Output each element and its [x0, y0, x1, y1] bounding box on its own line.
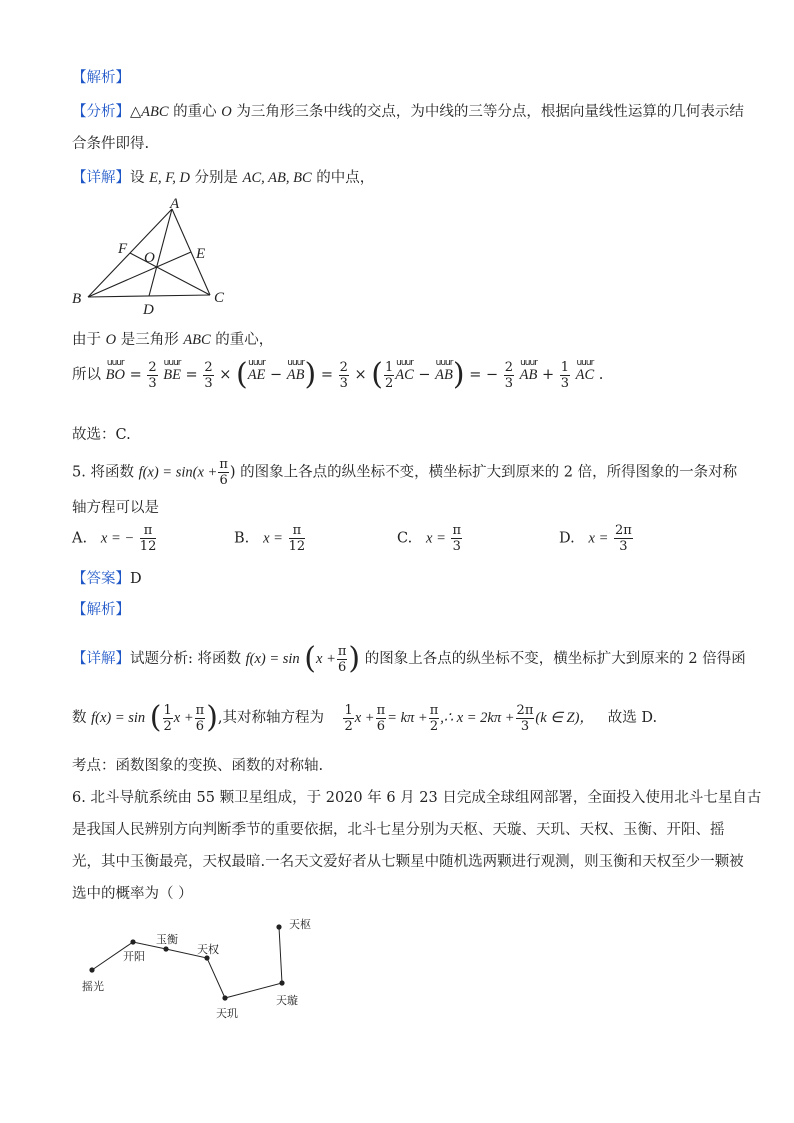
num: π	[219, 457, 228, 472]
vec-ae: uuur AE	[248, 367, 266, 384]
analysis-tag-2: 【解析】	[72, 602, 130, 618]
answer-tag: 【答案】	[72, 571, 130, 587]
analysis-line2: 合条件即得.	[72, 136, 150, 152]
triangle-symbol: △	[130, 104, 142, 120]
frac-1-3	[560, 361, 570, 390]
frac-pi-6	[376, 704, 387, 733]
paren-close: )	[452, 357, 465, 392]
vec-ab: uuur AB	[287, 367, 305, 384]
num: 2π	[516, 702, 534, 718]
option-a[interactable]	[72, 524, 157, 553]
star-yuheng	[163, 946, 168, 951]
num: π	[337, 643, 347, 659]
den: 2	[429, 718, 439, 734]
vec-be: uuur BE	[163, 367, 181, 384]
den: 2	[384, 375, 394, 391]
expr-x-plus: x +	[316, 651, 336, 667]
text: 的重心	[168, 104, 222, 120]
label-yuheng: 玉衡	[156, 934, 178, 946]
text: 为三角形三条中线的交点，为中线的三等分点，根据向量线性运算的几何表示结	[231, 104, 744, 120]
star-kaiyang	[130, 939, 135, 944]
point-o: O	[221, 104, 232, 120]
xiangjie-tag: 【详解】	[72, 170, 130, 186]
triangle-name: ABC	[141, 104, 169, 120]
label-yaoguang: 摇光	[82, 981, 104, 993]
equals: =	[320, 367, 333, 383]
den: 6	[376, 718, 386, 734]
frac-pi-2	[429, 704, 440, 733]
label-tianquan: 天权	[197, 944, 219, 956]
q5-answer	[72, 567, 142, 588]
den: 3	[619, 539, 628, 554]
eq-part: x +	[354, 710, 375, 726]
num: π	[289, 524, 306, 539]
num: 2	[339, 359, 348, 375]
option-frac	[451, 524, 462, 553]
condition: (k ∈ Z)，	[535, 710, 594, 726]
star-tianxuan	[279, 980, 284, 985]
point-o: O	[105, 332, 117, 348]
den: 3	[560, 375, 569, 391]
paren-open: (	[149, 700, 162, 735]
sides: AC, AB, BC	[242, 170, 312, 186]
q6-line4: 选中的概率为（ ）	[72, 886, 193, 902]
frac-2-3	[504, 361, 514, 390]
num: 2	[504, 359, 514, 375]
option-lhs: x = −	[100, 530, 135, 547]
paren-close: )	[348, 641, 361, 676]
frac-pi-6	[195, 704, 206, 733]
vec-ab: uuur AB	[435, 367, 453, 384]
vec-bo: uuur BO	[106, 367, 125, 384]
den: 12	[139, 539, 157, 554]
text: ,其对称轴方程为	[217, 710, 325, 726]
function-expr: f(x) = sin	[245, 651, 300, 667]
equals: =	[129, 367, 142, 383]
star-tianquan	[204, 955, 209, 960]
side-ab	[88, 209, 172, 297]
xiangjie-tag: 【详解】	[72, 651, 130, 667]
num: π	[140, 524, 157, 539]
function-expr: f(x) = sin(x +	[138, 464, 218, 481]
fenxi-tag: 【分析】	[72, 104, 130, 120]
option-lhs: x =	[263, 530, 283, 547]
label-tianxuan: 天璇	[276, 995, 298, 1007]
equals: =	[185, 367, 198, 383]
option-d[interactable]	[559, 524, 634, 553]
label-tianshu: 天枢	[289, 919, 311, 931]
star-tianji	[222, 995, 227, 1000]
num: π	[376, 702, 386, 718]
num: 1	[344, 702, 353, 718]
text: 故选 D.	[607, 710, 658, 726]
paren-open: (	[371, 357, 383, 392]
den: 6	[219, 473, 228, 488]
label-kaiyang: 开阳	[123, 951, 145, 963]
text: 分别是	[189, 170, 243, 186]
q6-line3: 光，其中玉衡最亮，天权最暗.一名天文爱好者从七颗星中随机选两颗进行观测，则玉衡和天权至少一颗被	[72, 854, 744, 870]
label-d: D	[143, 302, 154, 318]
q5-stem-line2: 轴方程可以是	[72, 500, 159, 516]
points-efd: E, F, D	[149, 170, 190, 186]
frac-1-2	[384, 361, 394, 390]
vector-equation	[72, 357, 604, 392]
analysis-tag-1: 【解析】	[72, 70, 130, 86]
num: 2	[204, 359, 213, 375]
den: 3	[339, 375, 348, 391]
den: 12	[288, 539, 306, 554]
frac-pi-6	[218, 458, 229, 487]
den: 2	[344, 718, 353, 734]
num: π	[452, 523, 462, 538]
minus: −	[485, 367, 499, 383]
text: 将函数	[90, 464, 139, 481]
star-yaoguang	[89, 967, 94, 972]
den: 6	[338, 659, 347, 675]
frac-2-3	[147, 361, 157, 390]
text: 由于	[72, 332, 106, 348]
q5-detail-line1	[72, 641, 746, 676]
answer-1: 故选：C.	[72, 427, 131, 443]
den: 3	[204, 375, 213, 391]
triangle-name: ABC	[183, 332, 211, 348]
eq-part: ,∴ x = 2kπ +	[440, 710, 515, 726]
option-lhs: x =	[588, 530, 609, 547]
text: 是三角形	[116, 332, 184, 348]
label-o: O	[144, 250, 155, 266]
eq-part: = kπ +	[387, 710, 428, 726]
vec-ac: uuur AC	[395, 367, 414, 384]
paren-open: (	[235, 357, 248, 392]
equals: =	[469, 367, 482, 383]
times: ×	[354, 367, 367, 383]
den: 3	[452, 539, 461, 554]
text: 的图象上各点的纵坐标不变，横坐标扩大到原来的 2 倍得函	[364, 651, 746, 667]
option-frac	[614, 524, 633, 553]
q6-line1	[72, 786, 761, 807]
star-tianshu	[276, 924, 281, 929]
paren-close: )	[304, 357, 317, 392]
text: 设	[130, 170, 150, 186]
expr-x-plus: x +	[173, 710, 194, 726]
minus: −	[418, 367, 431, 383]
q5-kaodian: 考点：函数图象的变换、函数的对称轴.	[72, 758, 324, 774]
option-label: A.	[72, 530, 88, 547]
paren-open: (	[304, 641, 317, 676]
frac-1-2	[343, 704, 353, 733]
frac-2pi-3	[516, 704, 535, 733]
den: 6	[195, 718, 205, 734]
paren-close: )	[206, 700, 218, 735]
text: 北斗导航系统由 55 颗卫星组成，于 2020 年 6 月 23 日完成全球组网部署，全面投入使用北斗七星自古	[90, 790, 762, 806]
text: 数	[72, 710, 92, 726]
frac-1-2	[163, 704, 173, 733]
den: 3	[520, 718, 530, 734]
text: 的重心，	[210, 332, 274, 348]
vec-ab: uuur AB	[520, 367, 538, 384]
option-label: C.	[397, 530, 413, 547]
question-number: 5.	[72, 464, 86, 481]
option-lhs: x =	[426, 530, 446, 547]
label-e: E	[196, 246, 206, 262]
den: 3	[148, 375, 157, 391]
times: ×	[219, 367, 232, 383]
text: 所以	[72, 367, 101, 383]
analysis-paragraph	[72, 100, 744, 121]
q6-line2: 是我国人民辨别方向判断季节的重要依据，北斗七星分别为天枢、天璇、天玑、天权、玉衡、开阳、摇	[72, 822, 725, 838]
text: 试题分析: 将函数	[130, 651, 246, 667]
text: 的中点，	[311, 170, 375, 186]
answer-value: D	[130, 571, 142, 587]
frac-pi-6	[337, 645, 348, 674]
q5-detail-line2	[72, 700, 658, 735]
question-number: 6.	[72, 790, 86, 806]
label-a: A	[170, 196, 180, 212]
function-expr: f(x) = sin	[91, 710, 146, 726]
centroid-statement	[72, 328, 273, 349]
num: 1	[163, 702, 172, 718]
q5-stem	[72, 458, 737, 487]
option-label: B.	[234, 530, 250, 547]
num: 2π	[615, 523, 632, 538]
num: 2	[148, 359, 157, 375]
num: π	[195, 702, 205, 718]
option-b[interactable]	[234, 524, 306, 553]
frac-2-3	[203, 361, 213, 390]
vec-ac: uuur AC	[576, 367, 595, 384]
frac-2-3	[339, 361, 349, 390]
num: π	[429, 702, 439, 718]
label-f: F	[118, 241, 128, 257]
text: ) 的图象上各点的纵坐标不变，横坐标扩大到原来的 2 倍，所得图象的一条对称	[229, 464, 738, 481]
option-label: D.	[559, 530, 575, 547]
den: 2	[163, 718, 172, 734]
den: 3	[504, 375, 514, 391]
option-frac	[289, 524, 306, 553]
big-dipper-figure	[76, 912, 336, 1022]
period: .	[598, 367, 604, 383]
median-be	[88, 252, 191, 297]
num: 1	[384, 359, 394, 375]
label-b: B	[72, 291, 82, 307]
label-c: C	[214, 290, 225, 306]
num: 1	[560, 359, 569, 375]
plus: +	[541, 367, 555, 383]
minus: −	[270, 367, 283, 383]
option-c[interactable]	[397, 524, 463, 553]
triangle-figure	[66, 196, 246, 318]
label-tianji: 天玑	[216, 1008, 238, 1020]
option-frac	[140, 524, 157, 553]
detail-paragraph	[72, 166, 374, 187]
